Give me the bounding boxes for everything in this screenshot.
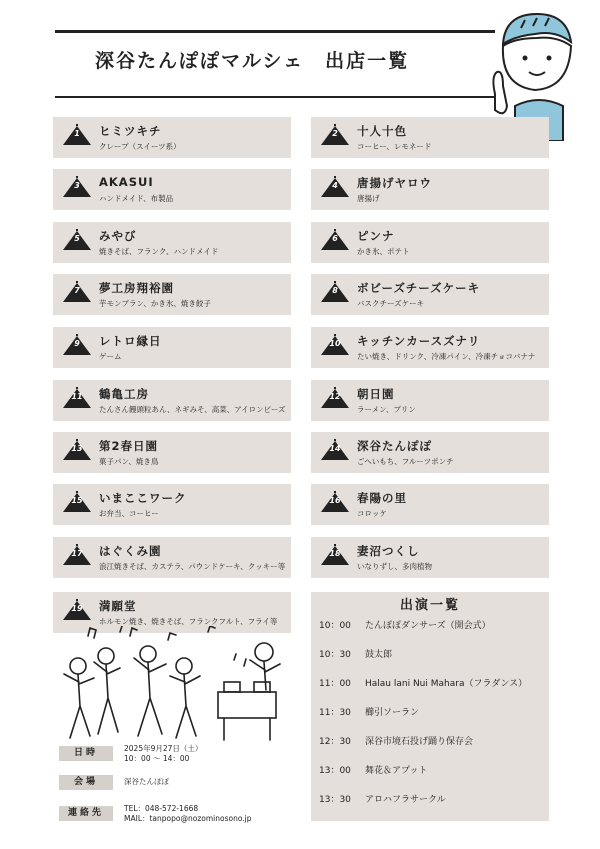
shop-card-2: [311, 117, 549, 158]
shop-card-11: [53, 380, 291, 421]
shop-card-5: [53, 222, 291, 263]
shop-description: 浪江焼きそば、カステラ、パウンドケーキ、クッキー等: [99, 562, 286, 571]
shop-name: AKASUI: [99, 175, 154, 189]
shop-name: みやび: [99, 229, 137, 243]
performance-panel: [311, 592, 549, 821]
shop-name: いまここワーク: [99, 491, 187, 505]
shop-card-3: [53, 169, 291, 210]
shop-description: 焼きそば、フランク、ハンドメイド: [99, 247, 219, 256]
shop-card-14: [311, 432, 549, 473]
shop-name: 鶴亀工房: [99, 387, 149, 401]
performance-time: 11：00: [319, 679, 351, 689]
performance-name: 深谷市境石投げ踊り保存会: [365, 737, 474, 747]
performance-item: [319, 763, 427, 776]
shop-card-17: [53, 537, 291, 578]
page-title: 深谷たんぽぽマルシェ 出店一覧: [95, 50, 410, 72]
performance-time: 10：30: [319, 650, 351, 660]
shop-number: 12: [329, 392, 341, 401]
shop-number: 18: [329, 549, 341, 558]
shop-number: 8: [332, 286, 338, 295]
shop-name: キッチンカースズナリ: [357, 334, 481, 348]
shop-name: 夢工房翔裕園: [99, 281, 174, 295]
shop-name: はぐくみ園: [99, 544, 162, 558]
performance-time: 10：00: [319, 621, 351, 631]
contact-tel: TEL：048-572-1668: [124, 804, 199, 813]
shop-number: 6: [332, 234, 338, 243]
shop-description: お弁当、コーヒー: [99, 509, 159, 518]
shop-description: ホルモン焼き、焼きそば、フランクフルト、フライ等: [99, 617, 278, 626]
shop-card-13: [53, 432, 291, 473]
venue-label: 会場: [59, 775, 113, 790]
shop-number: 9: [74, 339, 80, 348]
date-value: [124, 744, 202, 764]
shop-card-9: [53, 327, 291, 368]
performance-time: 13：00: [319, 766, 351, 776]
performance-name: Halau lani Nui Mahara（フラダンス）: [365, 679, 528, 689]
shop-number: 10: [329, 339, 341, 348]
contact-value: [124, 804, 252, 824]
shop-number: 14: [329, 444, 341, 453]
shop-name: ヒミツキチ: [99, 124, 162, 138]
shop-name: 第2春日園: [99, 439, 159, 453]
performance-time: 11：30: [319, 708, 351, 718]
shop-description: たんさん饅頭粒あん、ネギみそ、高菜、アイロンビーズ: [99, 405, 286, 414]
shop-card-12: [311, 380, 549, 421]
shop-number: 13: [71, 444, 83, 453]
shop-name: レトロ縁日: [99, 334, 162, 348]
date-label: 日時: [59, 746, 113, 761]
shop-description: かき氷、ポテト: [357, 247, 410, 256]
shop-description: コーヒー、レモネード: [357, 142, 432, 151]
performance-item: [319, 647, 392, 660]
contact-label: 連絡先: [59, 806, 113, 821]
venue-value: 深谷たんぽぽ: [124, 777, 169, 786]
performance-name: たんぽぽダンサーズ（開会式）: [365, 621, 491, 631]
shop-number: 2: [332, 129, 338, 138]
shop-name: 朝日園: [357, 387, 395, 401]
performance-time: 12：30: [319, 737, 351, 747]
shop-card-18: [311, 537, 549, 578]
performance-item: [319, 734, 473, 747]
shop-name: 深谷たんぽぽ: [357, 439, 432, 453]
shop-description: コロッケ: [357, 509, 387, 518]
dancers-illustration: [58, 626, 290, 742]
title-top-rule: [55, 30, 495, 33]
shop-card-15: [53, 484, 291, 525]
shop-description: たい焼き、ドリンク、冷凍パイン、冷凍チョコバナナ: [357, 352, 536, 361]
shop-description: バスクチーズケーキ: [357, 299, 425, 308]
shop-description: 芋モンブラン、かき氷、焼き餃子: [99, 299, 211, 308]
contact-mail: MAIL：tanpopo@nozominosono.jp: [124, 814, 252, 823]
shop-name: 満願堂: [99, 599, 137, 613]
shop-description: ハンドメイド、布製品: [99, 194, 174, 203]
title-bottom-rule: [55, 96, 495, 98]
performance-item: [319, 705, 419, 718]
shop-card-6: [311, 222, 549, 263]
shop-name: 十人十色: [357, 124, 407, 138]
shop-name: 唐揚げヤロウ: [357, 176, 432, 190]
shop-card-8: [311, 274, 549, 315]
shop-description: ゲーム: [99, 352, 122, 361]
performance-item: [319, 618, 491, 631]
shop-number: 7: [74, 286, 80, 295]
shop-card-10: [311, 327, 549, 368]
shop-number: 11: [71, 392, 83, 401]
shop-card-4: [311, 169, 549, 210]
shop-name: ボビーズチーズケーキ: [357, 281, 481, 295]
shop-card-16: [311, 484, 549, 525]
shop-description: クレープ（スイーツ系）: [99, 142, 181, 151]
performance-title: 出演一覧: [399, 598, 460, 613]
performance-item: [319, 792, 446, 805]
shop-number: 5: [74, 234, 80, 243]
performance-name: 鼓太郎: [365, 650, 393, 660]
shop-number: 3: [74, 181, 80, 190]
shop-card-7: [53, 274, 291, 315]
shop-number: 16: [329, 496, 341, 505]
shop-number: 4: [332, 181, 338, 190]
shop-name: 妻沼つくし: [357, 544, 420, 558]
performance-name: アロハフラサークル: [365, 795, 446, 805]
shop-card-1: [53, 117, 291, 158]
shop-description: いなりずし、多肉植物: [357, 562, 432, 571]
performance-item: [319, 676, 527, 689]
shop-description: 唐揚げ: [357, 194, 380, 203]
performance-name: 櫛引ソーラン: [365, 708, 420, 718]
shop-description: ラーメン、プリン: [357, 405, 416, 414]
shop-number: 1: [74, 129, 80, 138]
shop-description: ごへいもち、フルーツポンチ: [357, 457, 454, 466]
shop-number: 15: [71, 496, 83, 505]
shop-description: 菓子パン、焼き鳥: [99, 457, 159, 466]
performance-name: 舞花＆アプット: [365, 766, 428, 776]
date-line2: 10：00 ～ 14：00: [124, 754, 190, 763]
date-line1: 2025年9月27日（土）: [124, 744, 203, 753]
shop-name: 春陽の里: [357, 491, 407, 505]
shop-number: 19: [71, 604, 83, 613]
performance-time: 13：30: [319, 795, 351, 805]
shop-name: ピンナ: [357, 229, 395, 243]
shop-number: 17: [71, 549, 83, 558]
